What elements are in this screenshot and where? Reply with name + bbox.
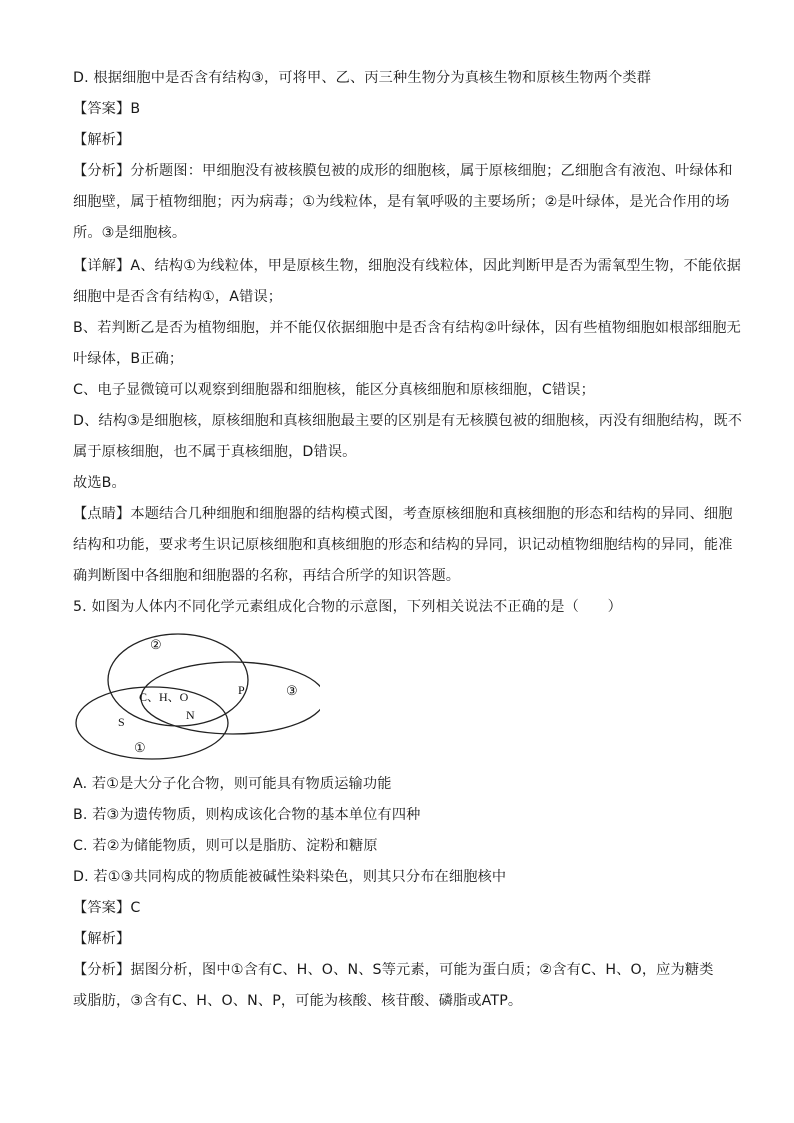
option-b: B. 若③为遗传物质，则构成该化合物的基本单位有四种 (73, 807, 421, 823)
label-circle-3: ③ (286, 683, 298, 698)
prev-dianjing-line: 确判断图中各细胞和细胞器的名称，再结合所学的知识答题。 (73, 568, 461, 584)
prev-xiangjie-line: D、结构③是细胞核，原核细胞和真核细胞最主要的区别是有无核膜包被的细胞核，丙没有细胞结构，既不 (73, 413, 743, 429)
prev-xiangjie-line: B、若判断乙是否为植物细胞，并不能仅依据细胞中是否含有结构②叶绿体，因有些植物细胞如根部细胞无 (73, 320, 741, 336)
option-c: C. 若②为储能物质，则可以是脂肪、淀粉和糖原 (73, 838, 378, 854)
prev-fenxi-line: 所。③是细胞核。 (73, 225, 187, 241)
center-elements-label: C、H、O (139, 690, 189, 704)
prev-answer: 【答案】B (73, 101, 141, 117)
prev-dianjing-line: 【点睛】本题结合几种细胞和细胞器的结构模式图，考查原核细胞和真核细胞的形态和结构的异同、细胞 (73, 506, 733, 522)
prev-xiangjie-line: 属于原核细胞，也不属于真核细胞，D错误。 (73, 444, 357, 460)
prev-xiangjie-line: 叶绿体，B正确； (73, 351, 184, 367)
prev-xiangjie-line: 细胞中是否含有结构①，A错误； (73, 289, 283, 305)
label-circle-1: ① (134, 740, 146, 755)
q5-analysis-heading: 【解析】 (73, 931, 131, 947)
element-n-label: N (186, 708, 195, 722)
option-a: A. 若①是大分子化合物，则可能具有物质运输功能 (73, 776, 392, 792)
q5-fenxi-line: 或脂肪，③含有C、H、O、N、P，可能为核酸、核苷酸、磷脂或ATP。 (73, 993, 523, 1009)
prev-conclusion: 故选B。 (73, 475, 126, 491)
prev-option-d: D. 根据细胞中是否含有结构③，可将甲、乙、丙三种生物分为真核生物和原核生物两个类群 (73, 70, 652, 86)
prev-dianjing-line: 结构和功能，要求考生识记原核细胞和真核细胞的形态和结构的异同，识记动植物细胞结构的异同，能准 (73, 537, 733, 553)
label-circle-2: ② (150, 637, 162, 652)
question-5-stem: 5. 如图为人体内不同化学元素组成化合物的示意图，下列相关说法不正确的是（ ） (73, 599, 622, 615)
option-d: D. 若①③共同构成的物质能被碱性染料染色，则其只分布在细胞核中 (73, 869, 507, 885)
prev-fenxi-line: 【分析】分析题图：甲细胞没有被核膜包被的成形的细胞核，属于原核细胞；乙细胞含有液泡、叶绿体和 (73, 163, 733, 179)
circle-2 (108, 634, 248, 726)
prev-xiangjie-line: C、电子显微镜可以观察到细胞器和细胞核，能区分真核细胞和原核细胞，C错误； (73, 382, 595, 398)
prev-xiangjie-line: 【详解】A、结构①为线粒体，甲是原核生物，细胞没有线粒体，因此判断甲是否为需氧型生物，不能依据 (73, 258, 741, 274)
prev-analysis-heading: 【解析】 (73, 132, 131, 148)
element-s-label: S (118, 715, 125, 729)
prev-fenxi-line: 细胞壁，属于植物细胞；丙为病毒；①为线粒体，是有氧呼吸的主要场所；②是叶绿体，是光合作用的场 (73, 194, 730, 210)
venn-diagram (70, 628, 320, 763)
q5-answer: 【答案】C (73, 900, 141, 916)
q5-fenxi-line: 【分析】据图分析，图中①含有C、H、O、N、S等元素，可能为蛋白质；②含有C、H、O，应为糖类 (73, 962, 714, 978)
element-p-label: P (238, 683, 245, 697)
